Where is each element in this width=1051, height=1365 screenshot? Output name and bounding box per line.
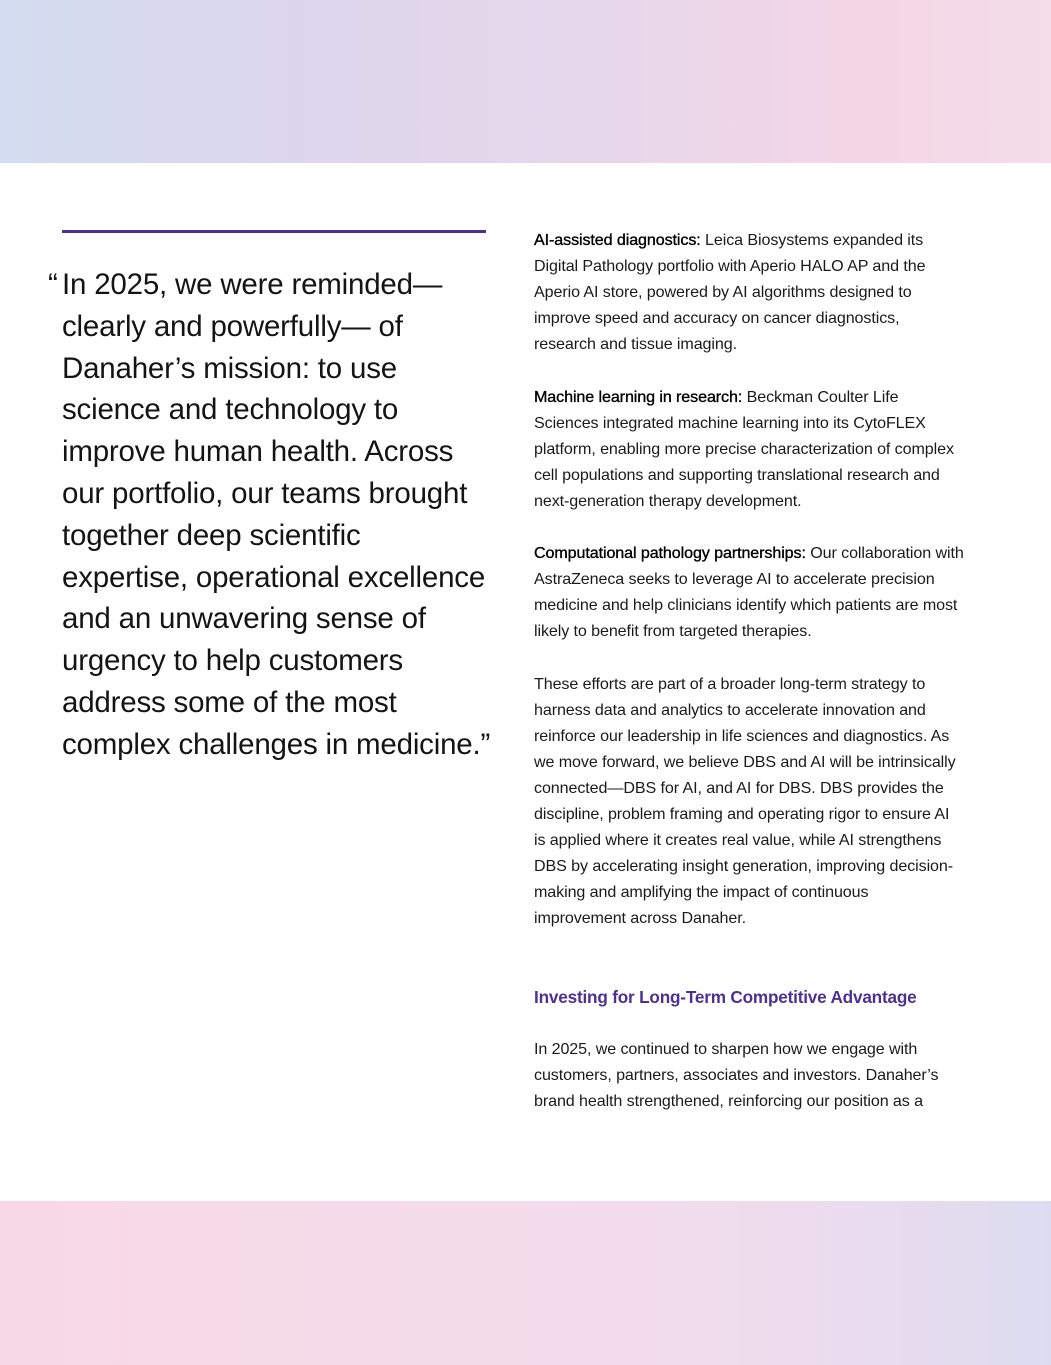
section-lead: Machine learning in research:	[534, 387, 743, 406]
section-lead: AI-assisted diagnostics:	[534, 231, 701, 249]
quote-divider-rule	[62, 230, 486, 233]
pull-quote-text: In 2025, we were reminded— clearly and powerfully— of Danaher’s mission: to use science and technology to improve human health. Across our portfolio, our teams brought together deep scientific expertise, operational excellence and an unwavering sense of urgency to help customers address some of the most complex challenges in medicine.”	[62, 268, 491, 761]
body-column	[534, 227, 964, 1140]
section-heading: Investing for Long-Term Competitive Advantage	[534, 986, 917, 1007]
top-gradient-band	[0, 0, 1051, 163]
section-body: Leica Biosystems expanded its Digital Pathology portfolio with Aperio HALO AP and the Aperio AI store, powered by AI algorithms designed to improve speed and accuracy on cancer diagnostics, research and tissue imaging.	[534, 231, 926, 354]
quote-open-mark: “	[48, 268, 58, 301]
bottom-gradient-band	[0, 1201, 1051, 1365]
section-body: Beckman Coulter Life Sciences integrated machine learning into its CytoFLEX platform, enabling more precise characterization of complex cell populations and supporting translational research and next-generation therapy development.	[534, 387, 954, 510]
section-machine-learning	[534, 384, 964, 514]
section-body: Our collaboration with AstraZeneca seeks to leverage AI to accelerate precision medicine and help clinicians identify which patients are most likely to benefit from targeted therapies.	[534, 544, 964, 641]
pull-quote	[48, 264, 492, 766]
strategy-paragraph: These efforts are part of a broader long-term strategy to harness data and analytics to accelerate innovation and reinforce our leadership in life sciences and diagnostics. As we move forward, we believe DBS and AI will be intrinsically connected—DBS for AI, and AI for DBS. DBS provides the discipline, problem framing and operating rigor to ensure AI is applied where it creates real value, while AI strengthens DBS by accelerating insight generation, improving decision-making and amplifying the impact of continuous improvement across Danaher.	[534, 674, 956, 928]
section-ai-diagnostics	[534, 227, 964, 357]
section-lead: Computational pathology partnerships:	[534, 544, 806, 563]
closing-paragraph: In 2025, we continued to sharpen how we engage with customers, partners, associates and investors. Danaher’s brand health strengthened, reinforcing our position as a	[534, 1039, 939, 1110]
section-computational-pathology	[534, 540, 964, 644]
